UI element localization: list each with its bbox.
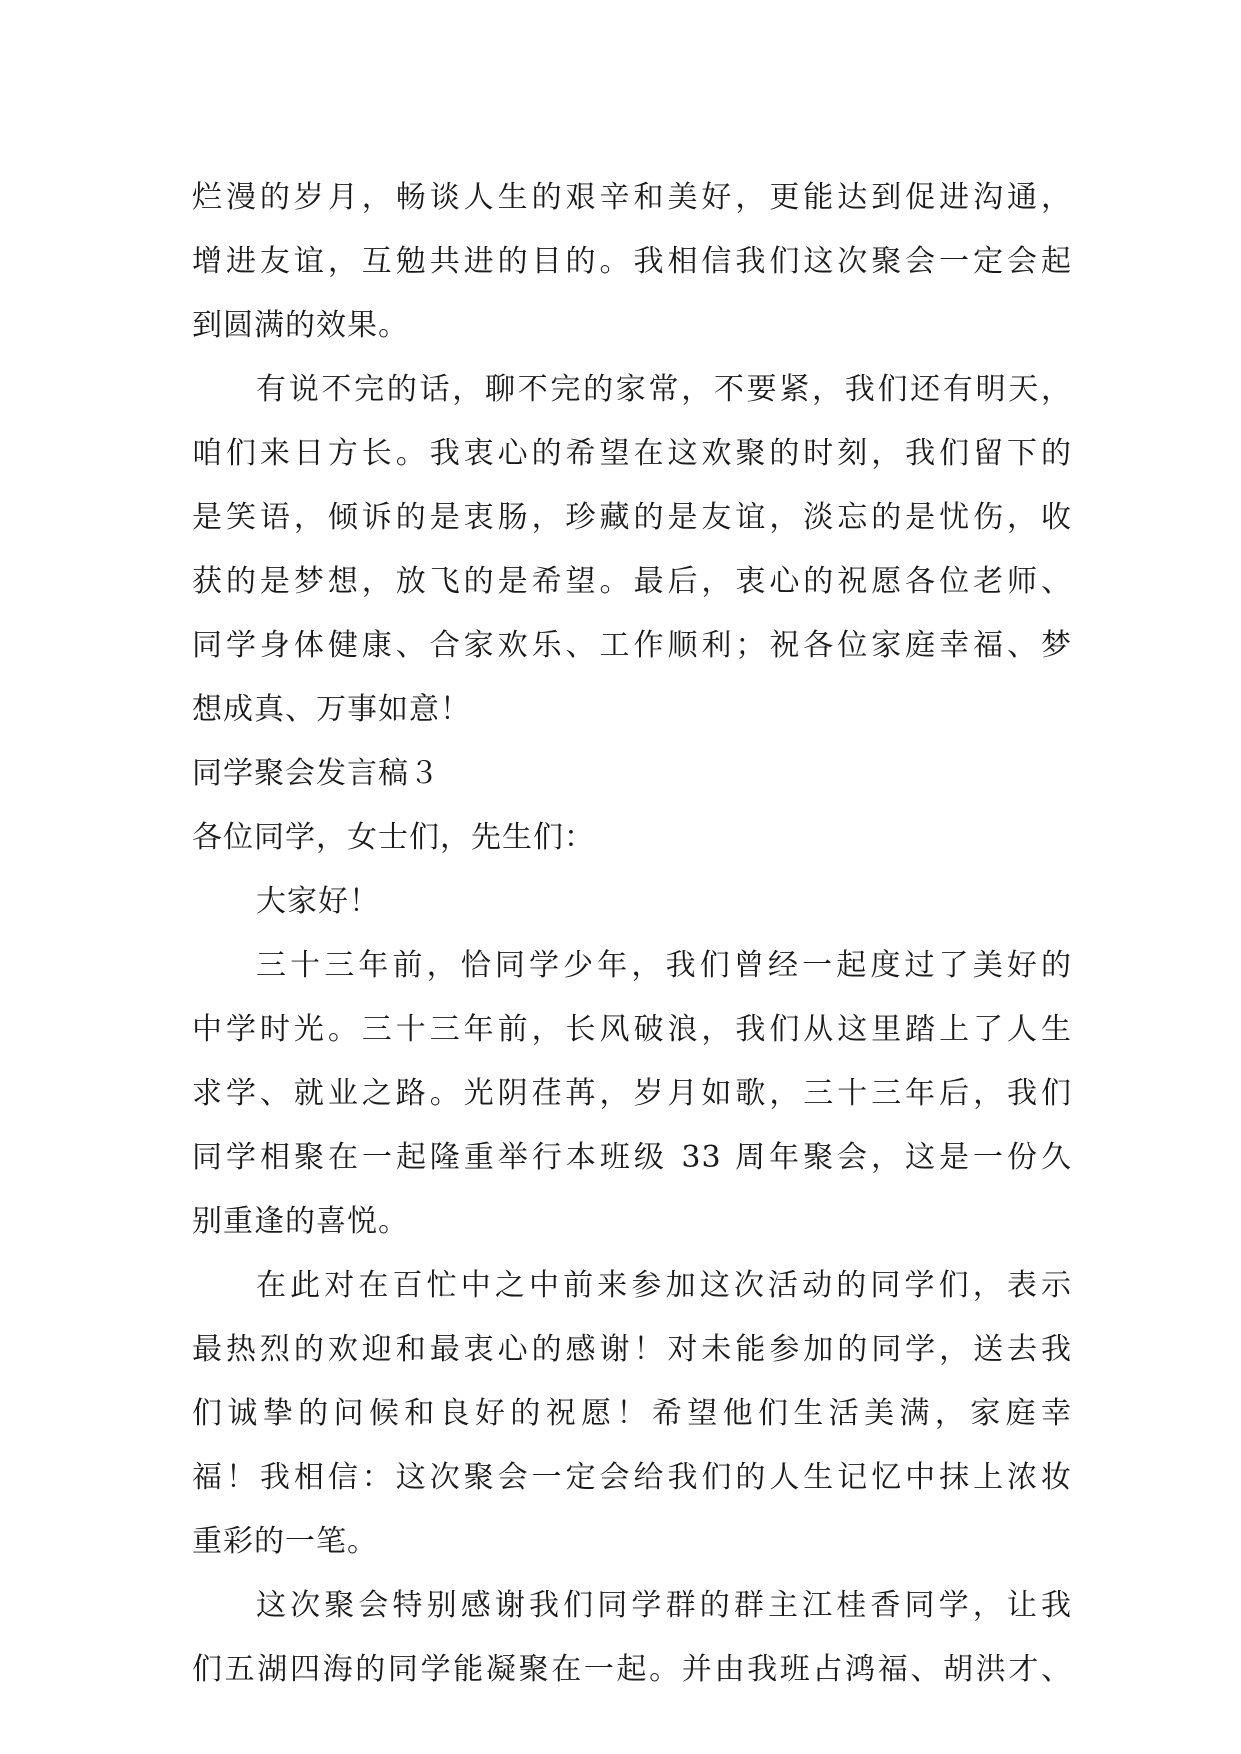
text-line: 福！我相信：这次聚会一定会给我们的人生记忆中抹上浓妆 [192, 1460, 1072, 1495]
text-line: 重彩的一笔。 [192, 1524, 378, 1559]
text-line: 们诚挚的问候和良好的祝愿！希望他们生活美满，家庭幸 [192, 1396, 1072, 1431]
text-line: 别重逢的喜悦。 [192, 1204, 409, 1239]
text-line: 求学、就业之路。光阴荏苒，岁月如歌，三十三年后，我们 [192, 1076, 1072, 1111]
text-line: 最热烈的欢迎和最衷心的感谢！对未能参加的同学，送去我 [192, 1332, 1072, 1367]
text-line: 到圆满的效果。 [192, 308, 409, 343]
text-line: 烂漫的岁月，畅谈人生的艰辛和美好，更能达到促进沟通， [192, 180, 1072, 215]
salutation: 各位同学，女士们，先生们： [192, 820, 595, 855]
paragraph-first-line: 在此对在百忙中之中前来参加这次活动的同学们，表示 [256, 1268, 1072, 1303]
paragraph-first-line: 有说不完的话，聊不完的家常，不要紧，我们还有明天， [256, 372, 1072, 407]
text-line: 咱们来日方长。我衷心的希望在这欢聚的时刻，我们留下的 [192, 436, 1072, 471]
text-line: 想成真、万事如意！ [192, 692, 471, 727]
paragraph-first-line: 三十三年前，恰同学少年，我们曾经一起度过了美好的 [256, 948, 1072, 983]
greeting: 大家好！ [256, 884, 380, 919]
paragraph-first-line: 这次聚会特别感谢我们同学群的群主江桂香同学，让我 [256, 1588, 1072, 1623]
text-line: 们五湖四海的同学能凝聚在一起。并由我班占鸿福、胡洪才、 [192, 1652, 1072, 1687]
text-line: 同学相聚在一起隆重举行本班级 33 周年聚会，这是一份久 [192, 1140, 1072, 1175]
document-body [192, 166, 1072, 1702]
text-line: 增进友谊，互勉共进的目的。我相信我们这次聚会一定会起 [192, 244, 1072, 279]
text-line: 中学时光。三十三年前，长风破浪，我们从这里踏上了人生 [192, 1012, 1072, 1047]
text-line: 同学身体健康、合家欢乐、工作顺利；祝各位家庭幸福、梦 [192, 628, 1072, 663]
text-line: 获的是梦想，放飞的是希望。最后，衷心的祝愿各位老师、 [192, 564, 1072, 599]
section-heading: 同学聚会发言稿３ [192, 756, 440, 791]
text-line: 是笑语，倾诉的是衷肠，珍藏的是友谊，淡忘的是忧伤，收 [192, 500, 1072, 535]
